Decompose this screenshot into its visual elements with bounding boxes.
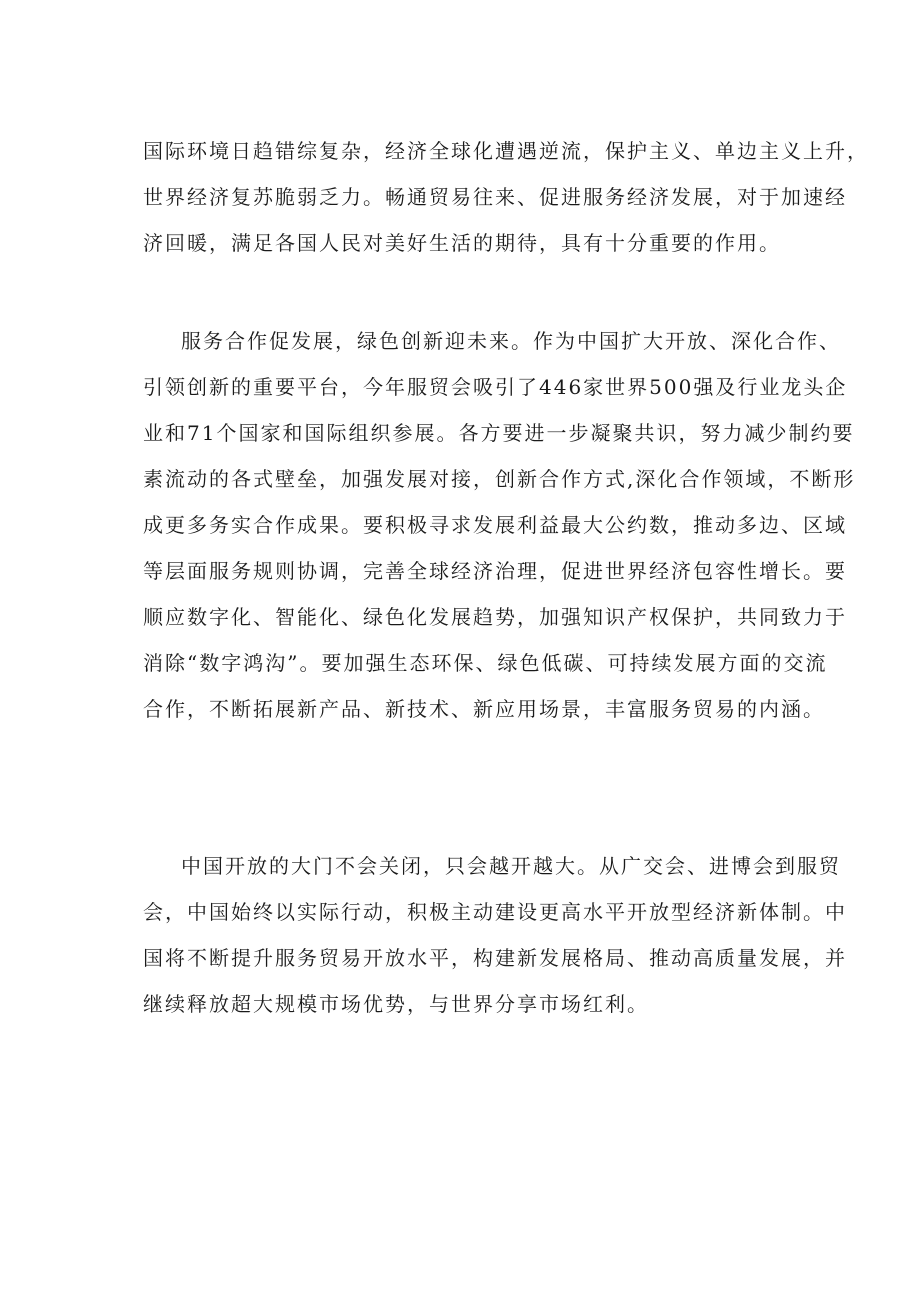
paragraph-line: 会，中国始终以实际行动，积极主动建设更高水平开放型经济新体制。中: [143, 900, 847, 924]
paragraph-3: [143, 843, 847, 1027]
paragraph-line: 世界经济复苏脆弱乏力。畅通贸易往来、促进服务经济发展，对于加速经: [143, 185, 847, 209]
paragraph-line: 国际环境日趋错综复杂，经济全球化遭遇逆流，保护主义、单边主义上升，: [143, 139, 869, 163]
paragraph-line: 中国开放的大门不会关闭，只会越开越大。从广交会、进博会到服贸: [181, 854, 841, 878]
paragraph-line: 国将不断提升服务贸易开放水平，构建新发展格局、推动高质量发展，并: [143, 946, 847, 970]
paragraph-line: 素流动的各式壁垒，加强发展对接，创新合作方式,深化合作领域，不断形: [143, 467, 856, 491]
paragraph-2: [143, 318, 856, 732]
paragraph-line: 引领创新的重要平台，今年服贸会吸引了446家世界500强及行业龙头企: [143, 375, 848, 399]
paragraph-line: 继续释放超大规模市场优势，与世界分享市场红利。: [143, 992, 649, 1016]
paragraph-line: 服务合作促发展，绿色创新迎未来。作为中国扩大开放、深化合作、: [181, 329, 841, 353]
paragraph-line: 消除“数字鸿沟”。要加强生态环保、绿色低碳、可持续发展方面的交流: [143, 651, 828, 675]
paragraph-line: 合作，不断拓展新产品、新技术、新应用场景，丰富服务贸易的内涵。: [143, 697, 825, 721]
paragraph-1: [143, 128, 869, 266]
paragraph-line: 等层面服务规则协调，完善全球经济治理，促进世界经济包容性增长。要: [143, 559, 847, 583]
paragraph-line: 业和71个国家和国际组织参展。各方要进一步凝聚共识，努力减少制约要: [143, 421, 855, 445]
paragraph-line: 成更多务实合作成果。要积极寻求发展利益最大公约数，推动多边、区域: [143, 513, 847, 537]
paragraph-line: 顺应数字化、智能化、绿色化发展趋势，加强知识产权保护，共同致力于: [143, 605, 847, 629]
paragraph-line: 济回暖，满足各国人民对美好生活的期待，具有十分重要的作用。: [143, 231, 781, 255]
